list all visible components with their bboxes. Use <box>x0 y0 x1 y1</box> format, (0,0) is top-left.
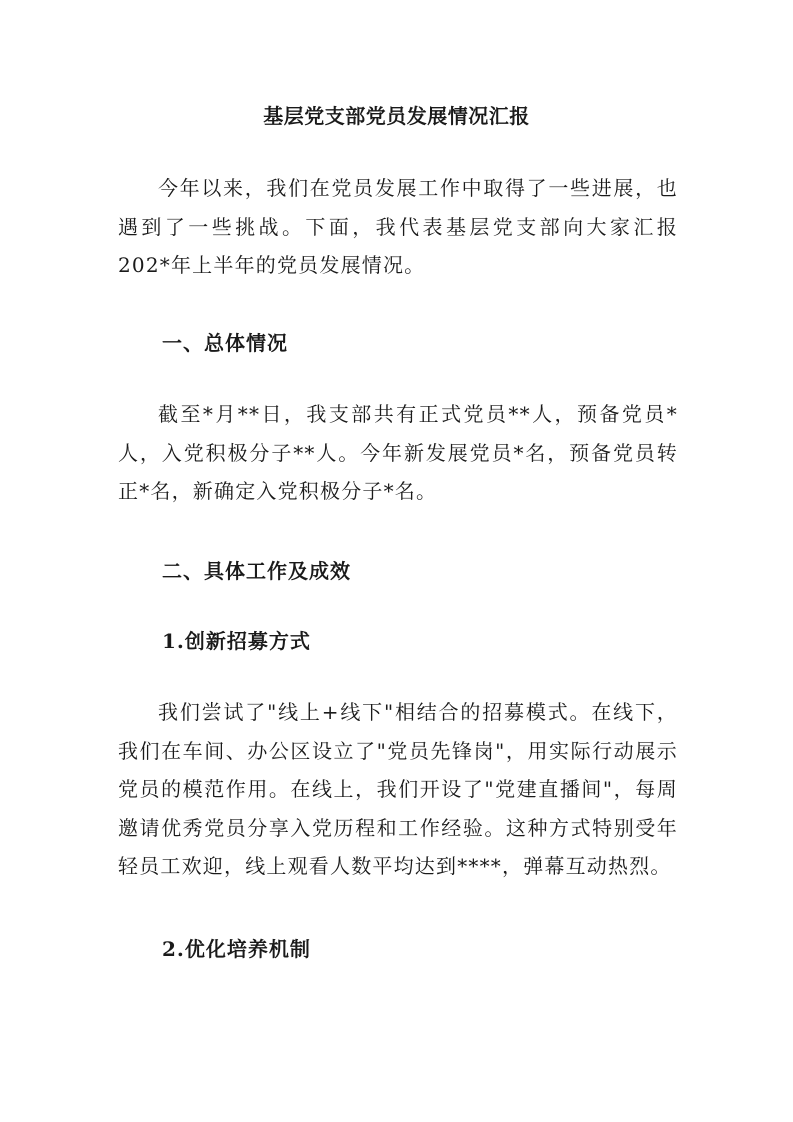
subsection-heading-recruitment: 1.创新招募方式 <box>162 629 311 653</box>
section-heading-work-results: 二、具体工作及成效 <box>162 559 351 583</box>
recruitment-paragraph: 我们尝试了"线上+线下"相结合的招募模式。在线下，我们在车间、办公区设立了"党员先锋岗"，用实际行动展示党员的模范作用。在线上，我们开设了"党建直播间"，每周邀请优秀党员分享入党历程和工作经验。这种方式特别受年轻员工欢迎，线上观看人数平均达到****，弹幕互动热烈。 <box>118 700 678 878</box>
intro-paragraph: 今年以来，我们在党员发展工作中取得了一些进展，也遇到了一些挑战。下面，我代表基层党支部向大家汇报 202*年上半年的党员发展情况。 <box>118 176 678 277</box>
document-title: 基层党支部党员发展情况汇报 <box>263 104 530 128</box>
section-heading-overview: 一、总体情况 <box>162 331 288 355</box>
subsection-heading-training: 2.优化培养机制 <box>162 937 311 961</box>
overview-paragraph: 截至*月**日，我支部共有正式党员**人，预备党员*人，入党积极分子**人。今年新发展党员*名，预备党员转正*名，新确定入党积极分子*名。 <box>118 402 678 503</box>
